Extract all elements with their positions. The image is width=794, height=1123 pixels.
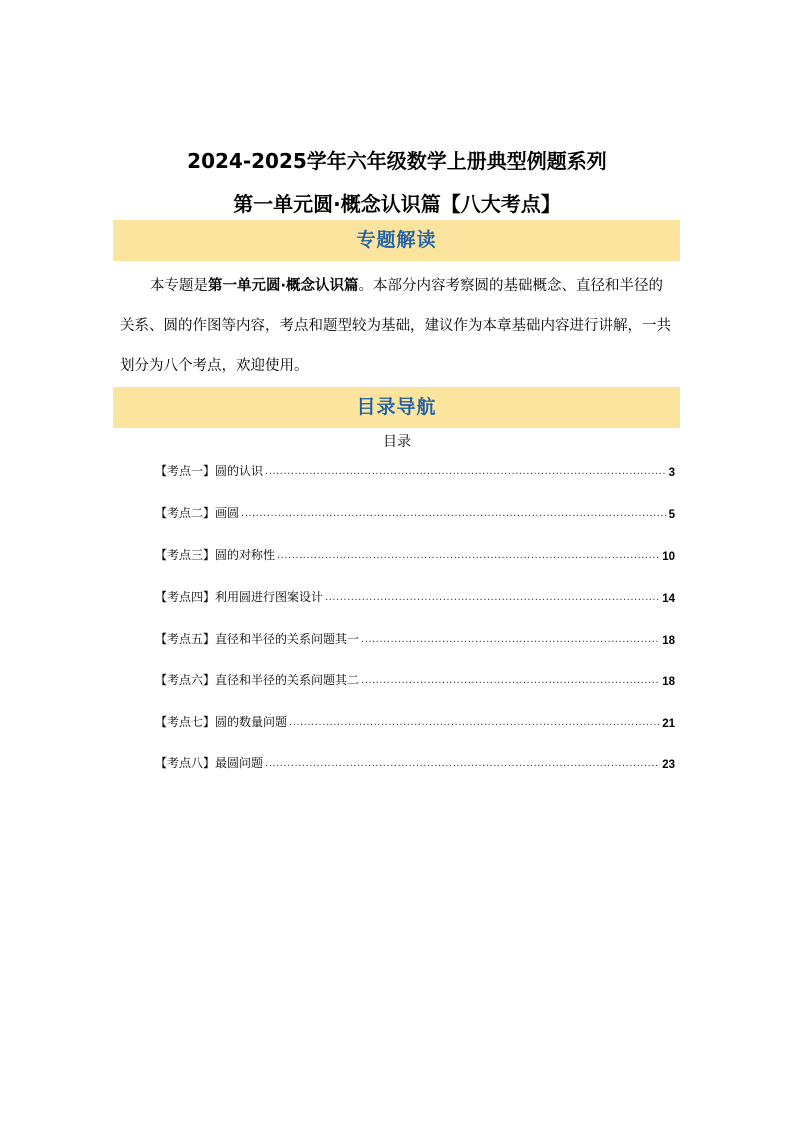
toc-entry-label: 【考点四】利用圆进行图案设计 — [155, 590, 324, 604]
toc-entry-page: 23 — [662, 759, 675, 771]
toc-entry-8[interactable] — [155, 753, 675, 771]
document-title: 2024-2025学年六年级数学上册典型例题系列 — [187, 149, 607, 173]
toc-entry-3[interactable] — [155, 545, 675, 563]
toc-entry-label: 【考点二】画圆 — [155, 506, 240, 520]
toc-entry-6[interactable] — [155, 670, 675, 688]
toc-leader-dots — [361, 633, 660, 647]
toc-entry-1[interactable] — [155, 461, 675, 479]
toc-entry-page: 21 — [662, 718, 675, 730]
toc-entry-label: 【考点六】直径和半径的关系问题其二 — [155, 673, 360, 687]
toc-leader-dots — [265, 465, 667, 479]
toc-leader-dots — [361, 674, 660, 688]
toc-entry-page: 18 — [662, 635, 675, 647]
section-banner-intro: 专题解读 — [113, 220, 680, 261]
toc-entry-label: 【考点三】圆的对称性 — [155, 548, 276, 562]
toc-entry-label: 【考点八】最圆问题 — [155, 756, 264, 770]
toc-heading: 目录 — [383, 434, 411, 450]
toc-leader-dots — [265, 757, 660, 771]
toc-entry-page: 14 — [662, 593, 675, 605]
toc-entry-page: 3 — [668, 467, 675, 479]
toc-leader-dots — [277, 549, 660, 563]
toc-leader-dots — [289, 716, 660, 730]
toc-entry-4[interactable] — [155, 587, 675, 605]
intro-paragraph — [120, 266, 676, 386]
toc-leader-dots — [241, 507, 667, 521]
toc-entry-label: 【考点一】圆的认识 — [155, 464, 264, 478]
toc-entry-page: 5 — [668, 509, 675, 521]
toc-entry-page: 18 — [662, 676, 675, 688]
section-banner-toc: 目录导航 — [113, 387, 680, 428]
document-subtitle: 第一单元圆·概念认识篇【八大考点】 — [233, 192, 561, 216]
toc-entry-label: 【考点七】圆的数量问题 — [155, 715, 288, 729]
toc-entry-7[interactable] — [155, 712, 675, 730]
intro-prefix: 本专题是 — [150, 278, 208, 294]
toc-entry-2[interactable] — [155, 503, 675, 521]
intro-bold: 第一单元圆·概念认识篇 — [208, 278, 359, 294]
toc-entry-label: 【考点五】直径和半径的关系问题其一 — [155, 632, 360, 646]
toc-entry-page: 10 — [662, 551, 675, 563]
toc-leader-dots — [325, 591, 660, 605]
intro-rest: 。本部分内容考察圆的基础概念、直径和半径的关系、圆的作图等内容，考点和题型较为基础，建议作为本章基础内容进行讲解，一共划分为八个考点，欢迎使用。 — [120, 278, 671, 374]
toc-entry-5[interactable] — [155, 629, 675, 647]
